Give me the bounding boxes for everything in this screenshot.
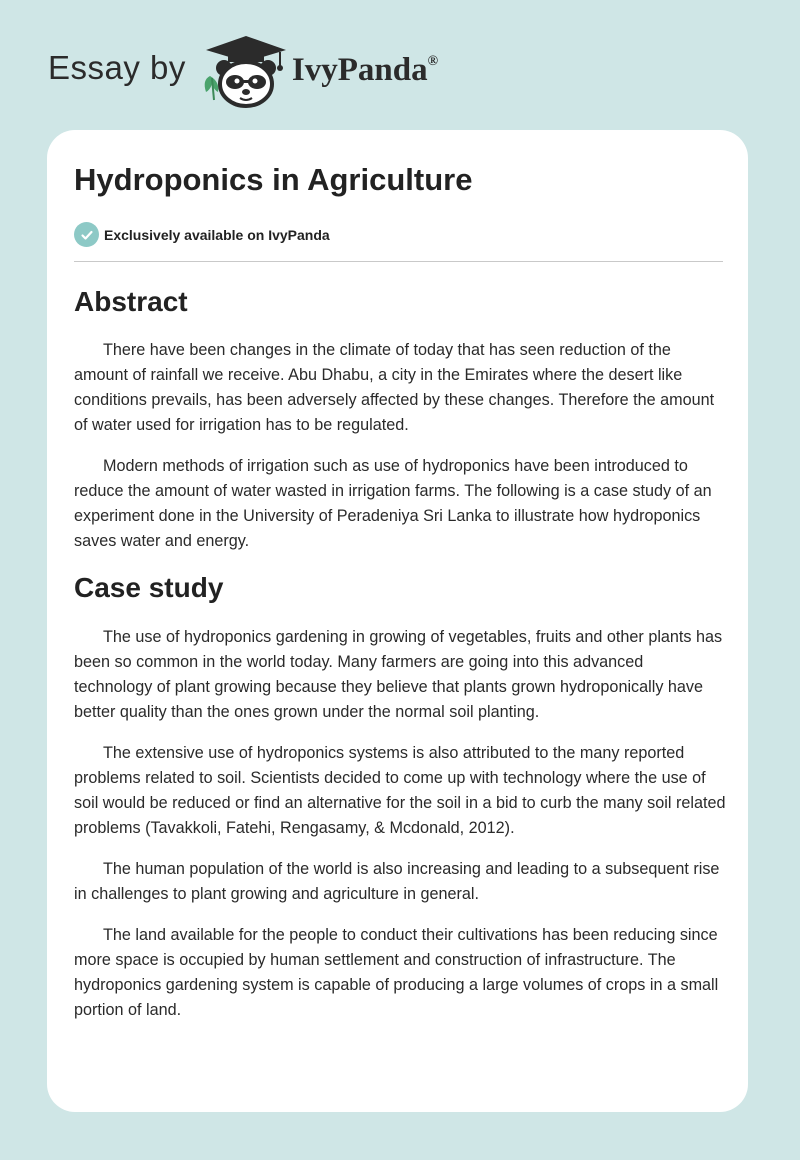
paragraph: The extensive use of hydroponics systems is also attributed to the many reported problems related to soil. Scientists decided to come up with technology where the use of soil would be reduced or find an alternative for the soil in a bid to curb the many soil related problems (Tavakkoli, Fatehi, Rengasamy, & Mcdonald, 2012).: [74, 743, 726, 837]
title-divider: [74, 261, 723, 262]
brand-name[interactable]: IvyPanda®: [291, 51, 439, 88]
exclusive-badge-label: Exclusively available on IvyPanda: [104, 226, 330, 243]
page-title: Hydroponics in Agriculture: [74, 162, 473, 197]
exclusive-badge: [74, 222, 330, 247]
paragraph: Modern methods of irrigation such as use of hydroponics have been introduced to reduce the amount of water wasted in irrigation farms. The following is a case study of an experiment done in the University of Peradeniya Sri Lanka to illustrate how hydroponics saves water and energy.: [74, 457, 712, 551]
site-header: [48, 34, 438, 114]
registered-mark: ®: [427, 53, 439, 69]
check-icon: [74, 222, 99, 247]
section-heading-abstract: Abstract: [74, 286, 188, 317]
paragraph: The human population of the world is also increasing and leading to a subsequent rise in challenges to plant growing and agriculture in general.: [74, 859, 720, 903]
paragraph: The use of hydroponics gardening in growing of vegetables, fruits and other plants has been so common in the world today. Many farmers are going into this advanced technology of plant growing because they believe that plants grown hydroponically have better quality than the ones grown under the normal soil planting.: [74, 627, 723, 721]
paragraph: There have been changes in the climate of today that has seen reduction of the amount of rainfall we receive. Abu Dhabu, a city in the Emirates where the desert like conditions prevails, has been adversely affected by these changes. Therefore the amount of water used for irrigation has to be regulated.: [74, 341, 715, 435]
paragraph: The land available for the people to conduct their cultivations has been reducing since more space is occupied by human settlement and construction of infrastructure. The hydroponics gardening system is capable of producing a large volumes of crops in a small portion of land.: [74, 925, 719, 1019]
section-heading-case-study: Case study: [74, 572, 224, 604]
essay-card: [47, 130, 748, 1112]
panda-logo-icon[interactable]: [200, 32, 292, 112]
essay-by-label: Essay by: [48, 49, 186, 86]
essay-body: [74, 280, 726, 1039]
